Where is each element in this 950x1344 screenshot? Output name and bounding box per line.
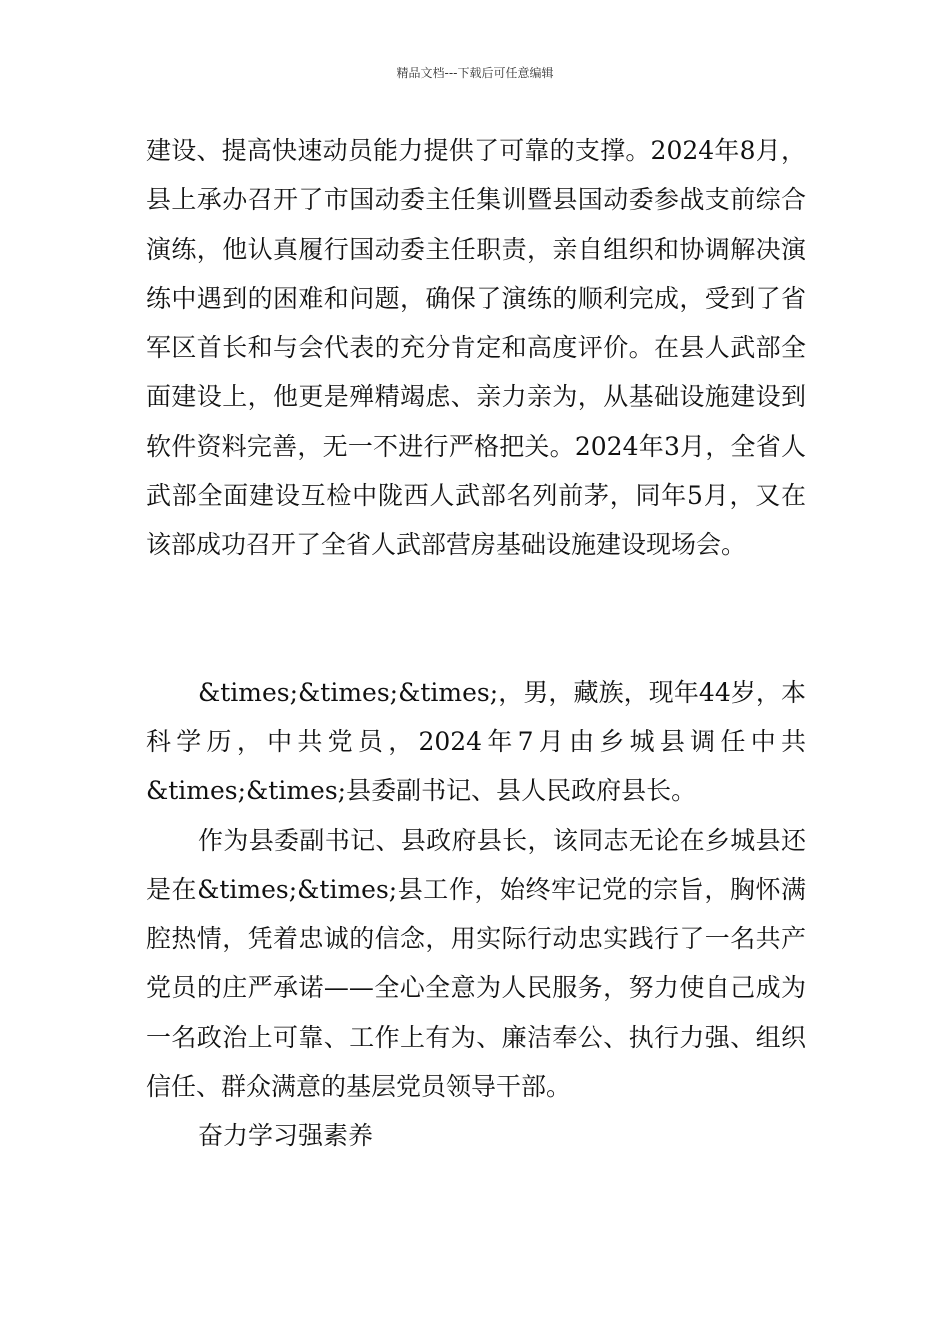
paragraph-continuation: 建设、提高快速动员能力提供了可靠的支撑。2024年8月，县上承办召开了市国动委主任集训暨县国动委参战支前综合演练，他认真履行国动委主任职责，亲自组织和协调解决演练中遇到的困难和问题，确保了演练的顺利完成，受到了省军区首长和与会代表的充分肯定和高度评价。在县人武部全面建设上，他更是殚精竭虑、亲力亲为，从基础设施建设到软件资料完善，无一不进行严格把关。2024年3月，全省人武部全面建设互检中陇西人武部名列前茅，同年5月，又在该部成功召开了全省人武部营房基础设施建设现场会。 <box>146 136 806 560</box>
paragraph-summary: 作为县委副书记、县政府县长，该同志无论在乡城县还是在&times;&times;县工作，始终牢记党的宗旨，胸怀满腔热情，凭着忠诚的信念，用实际行动忠实践行了一名共产党员的庄严承诺——全心全意为人民服务，努力使自己成为一名政治上可靠、工作上有为、廉洁奉公、执行力强、组织信任、群众满意的基层党员领导干部。 <box>146 825 806 1102</box>
paragraph-bio: &times;&times;&times;，男，藏族，现年44岁，本科学历，中共党员，2024年7月由乡城县调任中共&times;&times;县委副书记、县人民政府县长。 <box>146 677 806 806</box>
section-heading: 奋力学习强素养 <box>198 1121 374 1151</box>
document-body <box>146 126 806 1161</box>
page-header: 精品文档---下载后可任意编辑 <box>396 66 554 80</box>
paragraph-gap <box>146 570 806 668</box>
